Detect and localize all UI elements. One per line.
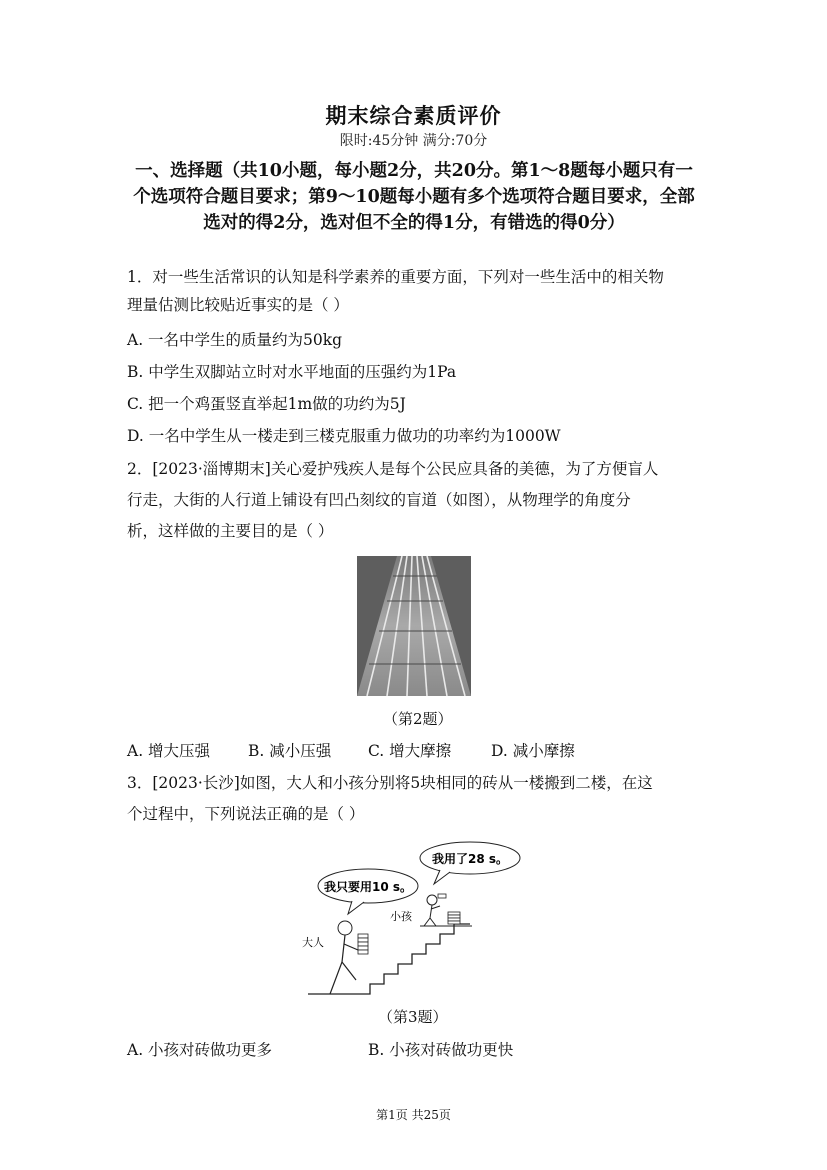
q2-option-c: C. 增大摩擦 — [368, 742, 452, 760]
q3-stem-line1: 3．[2023·长沙]如图，大人和小孩分别将5块相同的砖从一楼搬到二楼，在这 — [127, 774, 653, 792]
page-title: 期末综合素质评价 — [325, 103, 502, 128]
q1-option-a: A. 一名中学生的质量约为50kg — [127, 331, 343, 349]
q1-stem-line1: 1．对一些生活常识的认知是科学素养的重要方面，下列对一些生活中的相关物 — [127, 268, 664, 286]
stairs-figure — [300, 840, 530, 1000]
q2-option-d: D. 减小摩擦 — [491, 742, 575, 760]
q3-option-b: B. 小孩对砖做功更快 — [368, 1041, 514, 1059]
section-heading: 一、选择题（共10小题，每小题2分，共20分。第1～8题每小题只有一个选项符合题目要求；第9～10题每小题有多个选项符合题目要求，全部选对的得2分，选对但不全的得1分，有错选的得0分） — [133, 161, 695, 233]
label-child: 小孩 — [390, 910, 412, 923]
bubble-child-text: 我用了28 s。 — [431, 852, 509, 866]
bubble-adult-text: 我只要用10 s。 — [323, 880, 413, 894]
page-number: 第1页 共25页 — [376, 1108, 451, 1122]
q1-option-d: D. 一名中学生从一楼走到三楼克服重力做功的功率约为1000W — [127, 427, 561, 445]
q2-option-a: A. 增大压强 — [127, 742, 211, 760]
q1-option-b: B. 中学生双脚站立时对水平地面的压强约为1Pa — [127, 363, 457, 381]
q2-stem-line1: 2．[2023·淄博期末]关心爱护残疾人是每个公民应具备的美德，为了方便盲人 — [127, 460, 659, 478]
q2-stem-line2: 行走，大街的人行道上铺设有凹凸刻纹的盲道（如图），从物理学的角度分 — [127, 491, 631, 509]
q1-option-c: C. 把一个鸡蛋竖直举起1m做的功约为5J — [127, 395, 406, 413]
tactile-paving-photo — [357, 556, 471, 696]
q3-stem-line2: 个过程中，下列说法正确的是（ ） — [127, 805, 365, 823]
exam-limits: 限时:45分钟 满分:70分 — [339, 133, 488, 149]
q2-stem-line3: 析，这样做的主要目的是（ ） — [127, 522, 334, 540]
q3-option-a: A. 小孩对砖做功更多 — [127, 1041, 273, 1059]
q2-option-b: B. 减小压强 — [248, 742, 332, 760]
q2-caption: （第2题） — [383, 710, 453, 728]
q3-caption: （第3题） — [378, 1008, 448, 1026]
label-adult: 大人 — [302, 936, 324, 949]
q1-stem-line2: 理量估测比较贴近事实的是（ ） — [127, 296, 349, 314]
